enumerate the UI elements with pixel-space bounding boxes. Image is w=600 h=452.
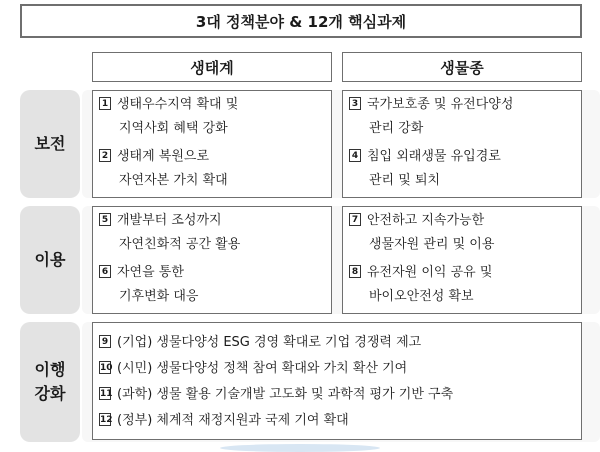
task-item	[99, 93, 238, 141]
task-item	[99, 145, 228, 193]
task-text: 생물자원 관리 및 이용	[369, 237, 495, 252]
task-text: 생태우수지역 확대 및	[117, 97, 239, 112]
task-text: 관리 및 퇴치	[369, 173, 441, 188]
task-text: (과학) 생물 활용 기술개발 고도화 및 과학적 평가 기반 구축	[117, 387, 454, 402]
task-item	[99, 383, 453, 407]
task-text: 자연자본 가치 확대	[119, 173, 228, 188]
task-number: 10	[100, 363, 113, 373]
page-title: 3대 정책분야 & 12개 핵심과제	[20, 4, 582, 38]
task-box-utilization-ecosystem	[92, 206, 332, 314]
decorative-shadow	[220, 444, 380, 452]
task-text: 자연을 통한	[117, 265, 184, 280]
task-text: 자연친화적 공간 활용	[119, 237, 241, 252]
task-number: 1	[99, 97, 111, 110]
task-item	[349, 93, 513, 141]
task-text: 침입 외래생물 유입경로	[367, 149, 501, 164]
task-text: (기업) 생물다양성 ESG 경영 확대로 기업 경쟁력 제고	[117, 335, 422, 350]
task-box-utilization-species	[342, 206, 582, 314]
task-number: 7	[349, 213, 361, 226]
task-text: 생태계 복원으로	[117, 149, 210, 164]
task-item	[349, 145, 501, 193]
task-number: 12	[100, 415, 113, 425]
task-text: 안전하고 지속가능한	[367, 213, 485, 228]
task-number: 8	[349, 265, 361, 278]
task-box-implementation	[92, 322, 582, 440]
column-header-species: 생물종	[342, 52, 582, 82]
task-item	[99, 409, 349, 433]
task-text: 국가보호종 및 유전다양성	[367, 97, 514, 112]
task-number: 3	[349, 97, 361, 110]
row-label-line: 강화	[34, 384, 66, 403]
row-label-line: 이행	[34, 360, 66, 379]
task-box-conservation-species	[342, 90, 582, 198]
task-number: 6	[99, 265, 111, 278]
task-number: 2	[99, 149, 111, 162]
task-text: 기후변화 대응	[119, 289, 199, 304]
task-text: 지역사회 혜택 강화	[119, 121, 228, 136]
row-label-conservation: 보전	[20, 90, 80, 198]
row-label-utilization: 이용	[20, 206, 80, 314]
task-item	[99, 357, 407, 381]
task-text: 바이오안전성 확보	[369, 289, 474, 304]
row-label-implementation	[20, 322, 80, 442]
task-number: 4	[349, 149, 361, 162]
task-item	[99, 209, 240, 257]
task-item	[349, 261, 492, 309]
column-header-ecosystem: 생태계	[92, 52, 332, 82]
task-box-conservation-ecosystem	[92, 90, 332, 198]
task-number: 9	[99, 335, 111, 348]
task-item	[349, 209, 494, 257]
task-item	[99, 261, 198, 309]
task-text: 개발부터 조성까지	[117, 213, 222, 228]
task-text: (시민) 생물다양성 정책 참여 확대와 가치 확산 기여	[117, 361, 408, 376]
task-number: 5	[99, 213, 111, 226]
task-text: 유전자원 이익 공유 및	[367, 265, 493, 280]
task-number: 11	[100, 389, 113, 399]
task-text: (정부) 체계적 재정지원과 국제 기여 확대	[117, 413, 349, 428]
task-item	[99, 331, 421, 355]
task-text: 관리 강화	[369, 121, 424, 136]
